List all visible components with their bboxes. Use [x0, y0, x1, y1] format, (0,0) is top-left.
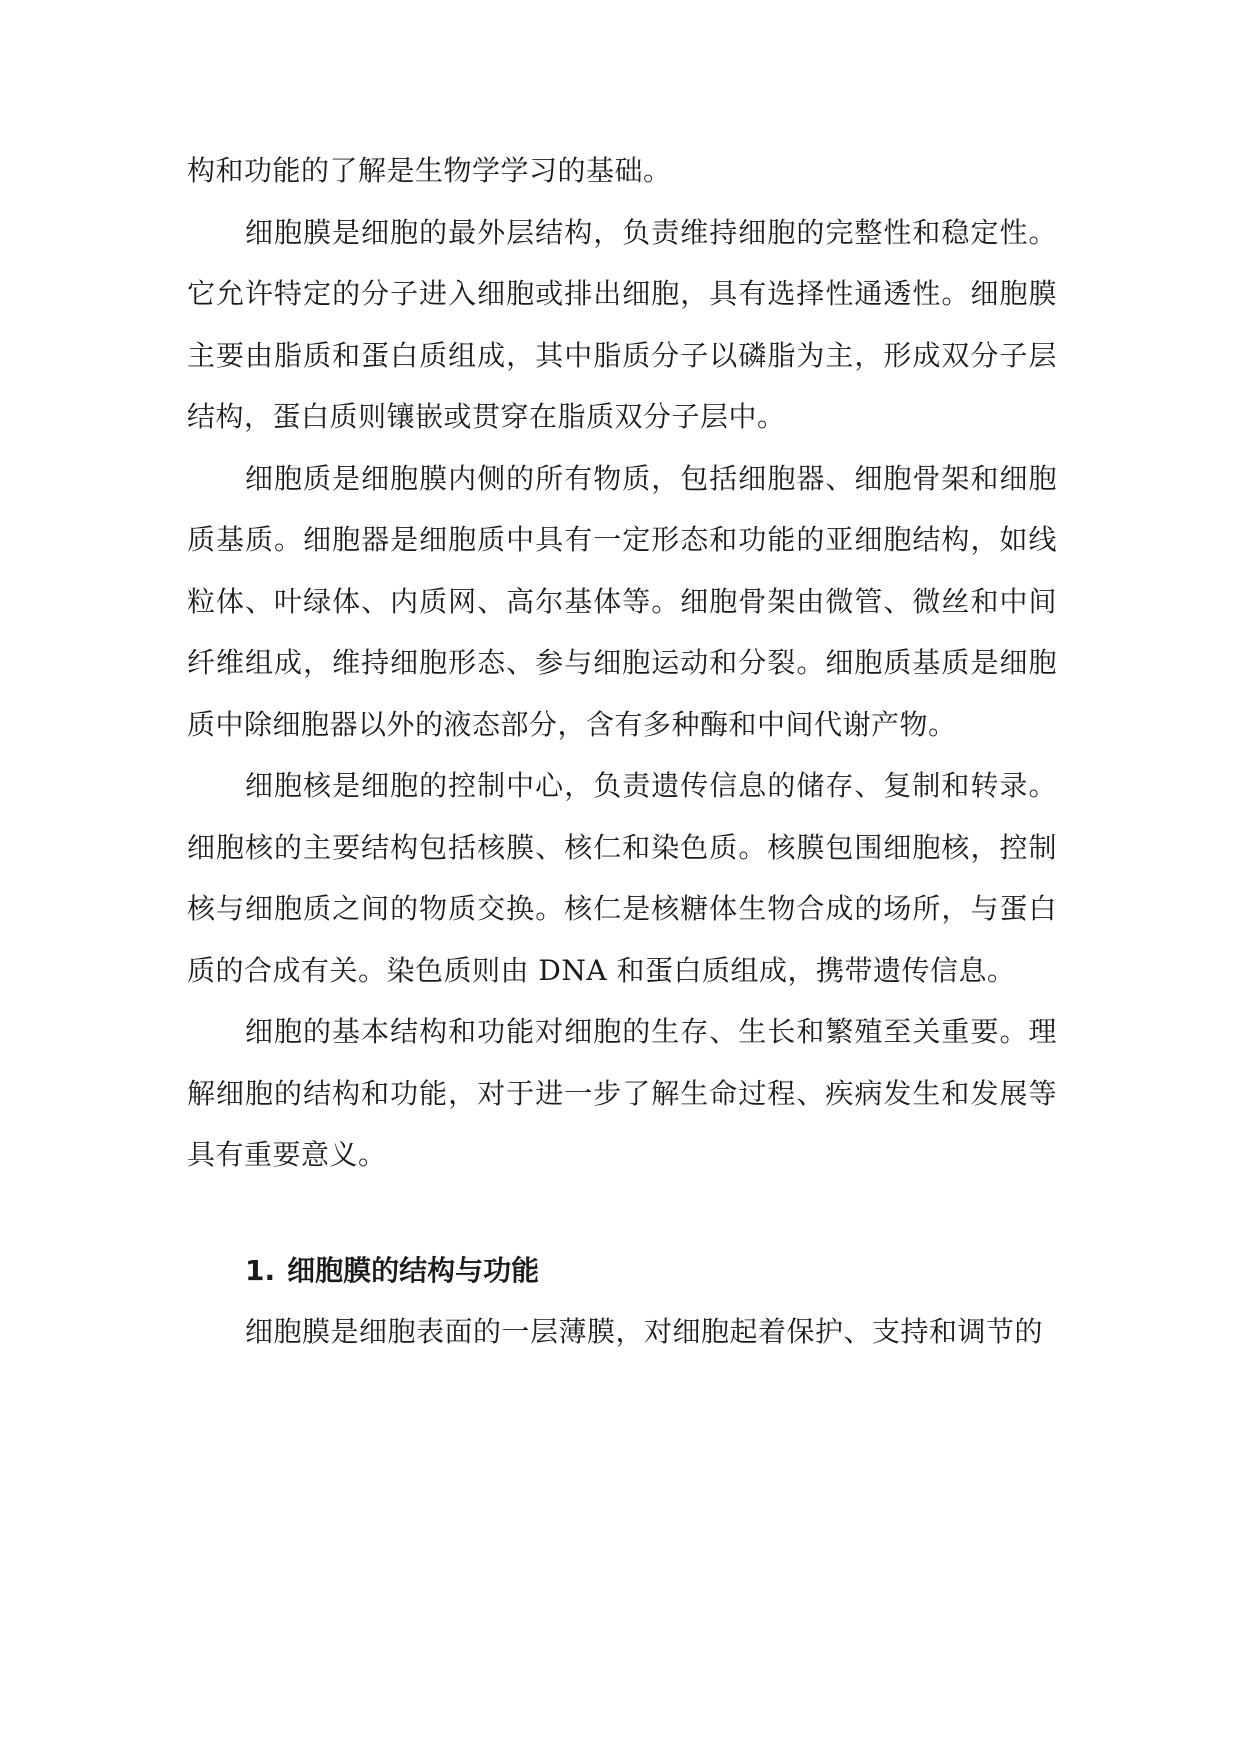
paragraph-cytoplasm: 细胞质是细胞膜内侧的所有物质，包括细胞器、细胞骨架和细胞质基质。细胞器是细胞质中具有一定形态和功能的亚细胞结构，如线粒体、叶绿体、内质网、高尔基体等。细胞骨架由微管、微丝和中间纤维组成，维持细胞形态、参与细胞运动和分裂。细胞质基质是细胞质中除细胞器以外的液态部分，含有多种酶和中间代谢产物。 [187, 461, 1057, 741]
paragraph-nucleus: 细胞核是细胞的控制中心，负责遗传信息的储存、复制和转录。细胞核的主要结构包括核膜、核仁和染色质。核膜包围细胞核，控制核与细胞质之间的物质交换。核仁是核糖体生物合成的场所，与蛋白质的合成有关。染色质则由 DNA 和蛋白质组成，携带遗传信息。 [187, 769, 1057, 987]
section-title: 细胞膜的结构与功能 [287, 1253, 540, 1287]
document-body [187, 140, 1057, 1363]
section-heading [187, 1240, 1057, 1302]
section-number: 1. [245, 1253, 276, 1287]
paragraph-continuation: 构和功能的了解是生物学学习的基础。 [187, 154, 672, 187]
paragraph-section-intro: 细胞膜是细胞表面的一层薄膜，对细胞起着保护、支持和调节的 [245, 1315, 1044, 1348]
paragraph-summary: 细胞的基本结构和功能对细胞的生存、生长和繁殖至关重要。理解细胞的结构和功能，对于进一步了解生命过程、疾病发生和发展等具有重要意义。 [187, 1015, 1057, 1171]
paragraph-cell-membrane: 细胞膜是细胞的最外层结构，负责维持细胞的完整性和稳定性。它允许特定的分子进入细胞或排出细胞，具有选择性通透性。细胞膜主要由脂质和蛋白质组成，其中脂质分子以磷脂为主，形成双分子层结构，蛋白质则镶嵌或贯穿在脂质双分子层中。 [187, 215, 1057, 433]
